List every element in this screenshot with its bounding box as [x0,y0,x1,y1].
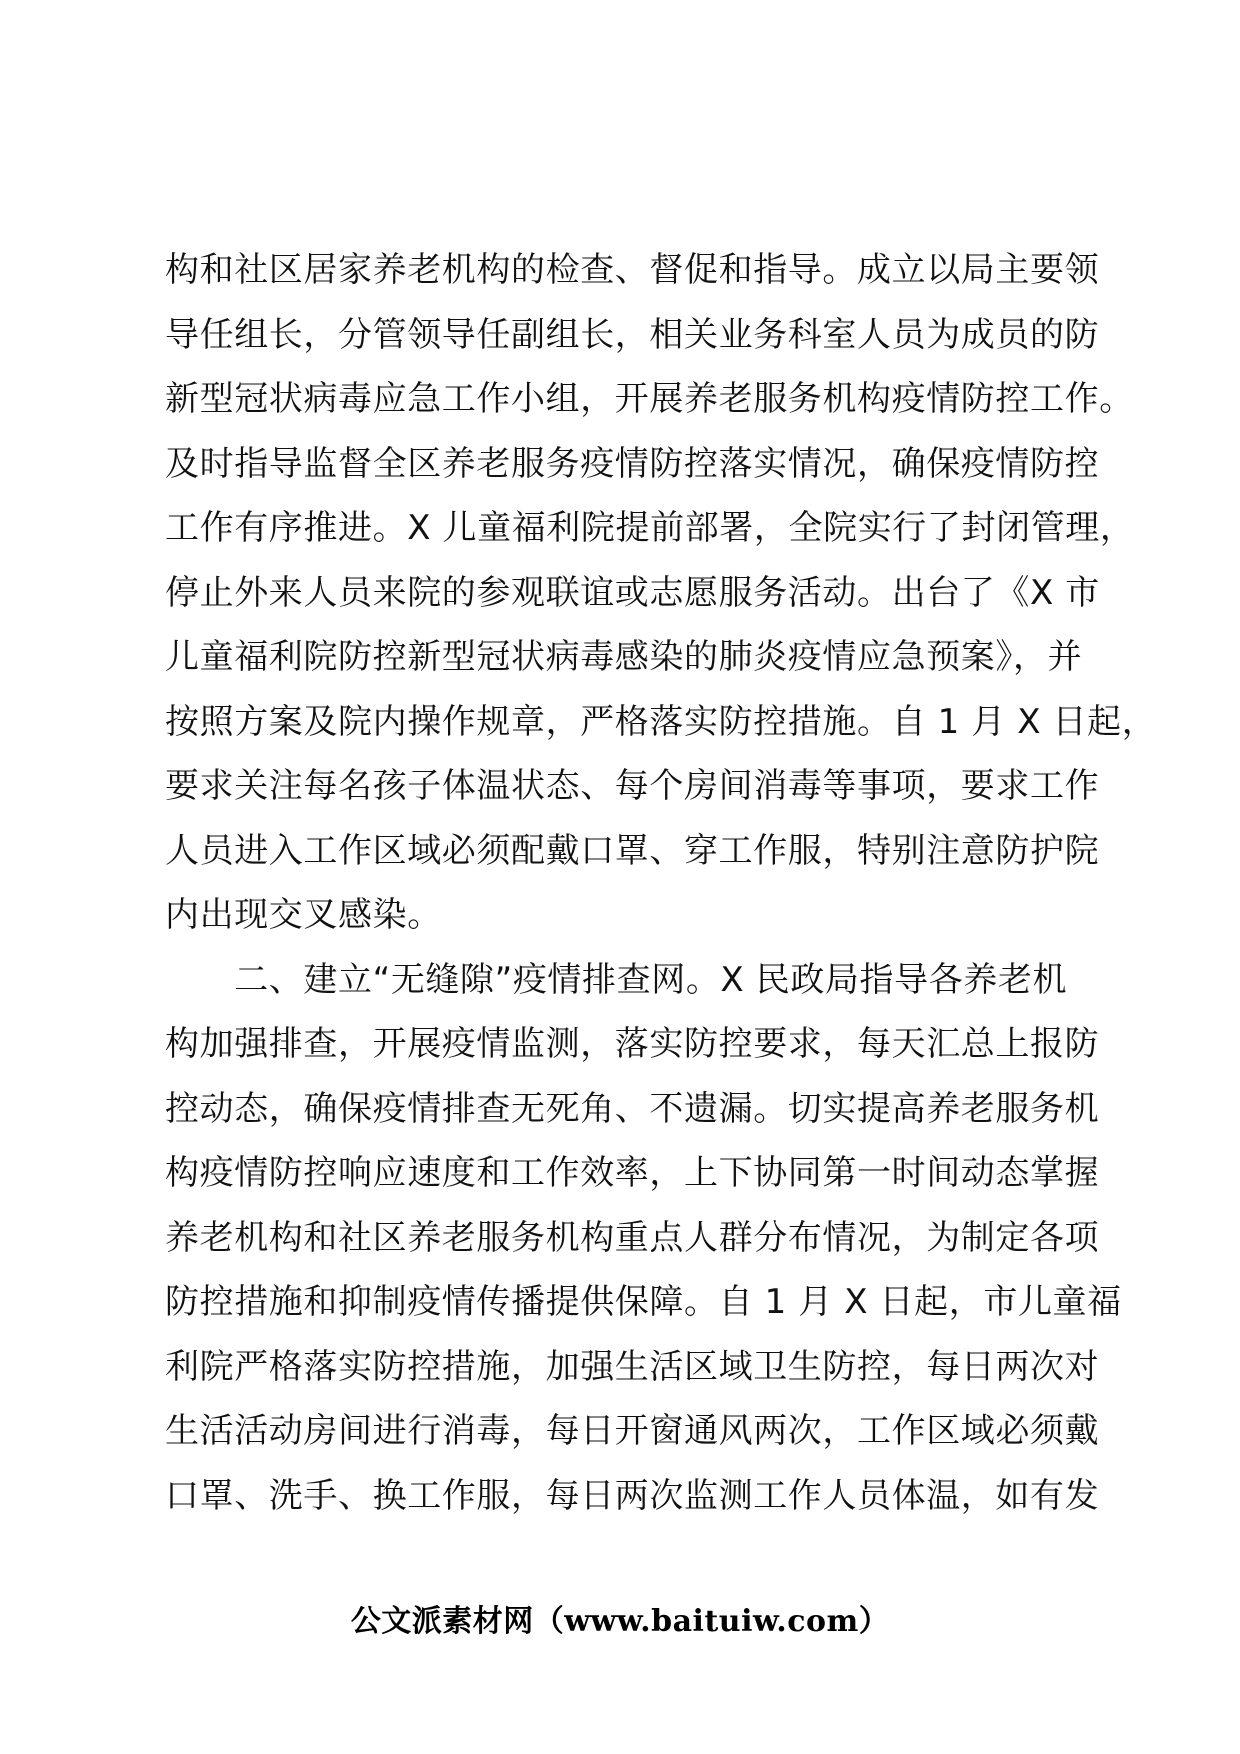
text-line: 人员进入工作区域必须配戴口罩、穿工作服，特别注意防护院 [165,830,1100,871]
text-line: 儿童福利院防控新型冠状病毒感染的肺炎疫情应急预案》，并 [165,637,1083,677]
text-line: 控动态，确保疫情排查无死角、不遗漏。切实提高养老服务机 [165,1088,1100,1129]
page-footer-watermark: 公文派素材网（www.baituiw.com） [350,1604,890,1639]
text-line: 生活活动房间进行消毒，每日开窗通风两次，工作区域必须戴 [165,1411,1100,1451]
document-body [165,238,1157,1528]
text-line: 构和社区居家养老机构的检查、督促和指导。成立以局主要领 [165,250,1100,290]
text-line: 要求关注每名孩子体温状态、每个房间消毒等事项，要求工作 [165,766,1100,806]
text-line: 构疫情防控响应速度和工作效率，上下协同第一时间动态掌握 [165,1153,1100,1193]
text-line: 防控措施和抑制疫情传播提供保障。自 1 月 X 日起，市儿童福 [165,1282,1122,1322]
text-line: 及时指导监督全区养老服务疫情防控落实情况，确保疫情防控 [165,443,1100,484]
text-line: 工作有序推进。X 儿童福利院提前部署，全院实行了封闭管理， [165,508,1135,548]
text-line: 导任组长，分管领导任副组长，相关业务科室人员为成员的防 [165,314,1100,355]
text-line: 构加强排查，开展疫情监测，落实防控要求，每天汇总上报防 [165,1024,1100,1064]
text-line: 养老机构和社区养老服务机构重点人群分布情况，为制定各项 [165,1217,1100,1258]
section-heading-line: 二、建立“无缝隙”疫情排查网。X 民政局指导各养老机 [165,959,1068,1000]
text-line: 停止外来人员来院的参观联谊或志愿服务活动。出台了《X 市 [165,572,1100,613]
text-line: 内出现交叉感染。 [165,895,442,935]
text-line: 利院严格落实防控措施，加强生活区域卫生防控，每日两次对 [165,1346,1100,1387]
text-line: 新型冠状病毒应急工作小组，开展养老服务机构疫情防控工作。 [165,379,1134,419]
text-line: 按照方案及院内操作规章，严格落实防控措施。自 1 月 X 日起， [165,701,1157,742]
text-line: 口罩、洗手、换工作服，每日两次监测工作人员体温，如有发 [165,1475,1100,1516]
